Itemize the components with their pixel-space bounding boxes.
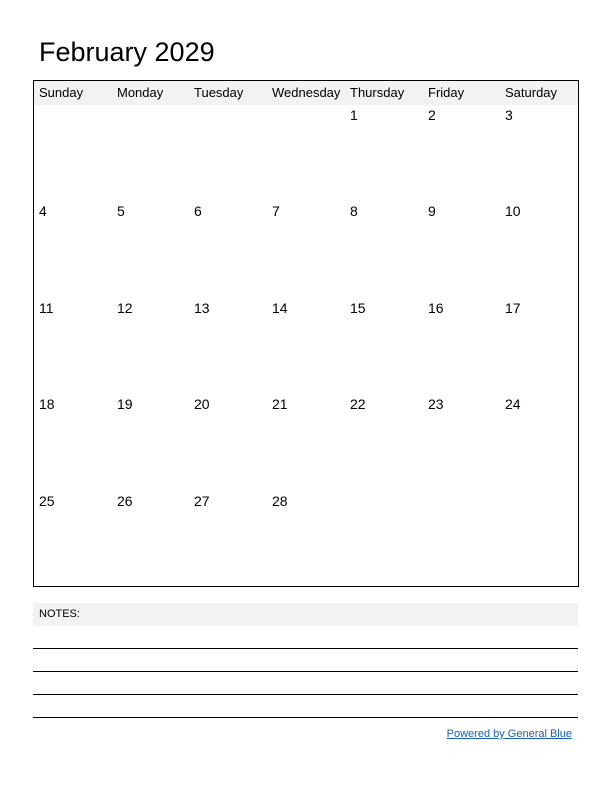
day-cell: 15: [350, 300, 366, 316]
day-cell: 8: [350, 203, 358, 219]
day-cell: 10: [505, 203, 521, 219]
page-title: February 2029: [39, 37, 215, 67]
day-cell: 2: [428, 107, 436, 123]
day-cell: 1: [350, 107, 358, 123]
weekday-tuesday: Tuesday: [194, 85, 244, 100]
day-cell: 12: [117, 300, 133, 316]
weekday-header-row: [34, 81, 578, 105]
day-cell: 13: [194, 300, 210, 316]
notes-line: [33, 694, 578, 695]
weekday-monday: Monday: [117, 85, 164, 100]
day-cell: 28: [272, 493, 288, 509]
day-cell: 19: [117, 396, 133, 412]
weekday-saturday: Saturday: [505, 85, 558, 100]
notes-header: [33, 603, 578, 626]
weekday-sunday: Sunday: [39, 85, 84, 100]
day-cell: 3: [505, 107, 513, 123]
notes-line: [33, 671, 578, 672]
day-cell: 9: [428, 203, 436, 219]
weekday-friday: Friday: [428, 85, 465, 100]
weekday-wednesday: Wednesday: [272, 85, 341, 100]
day-cell: 21: [272, 396, 288, 412]
day-cell: 14: [272, 300, 288, 316]
day-cell: 18: [39, 396, 55, 412]
day-cell: 11: [39, 300, 54, 316]
day-cell: 6: [194, 203, 202, 219]
day-cell: 16: [428, 300, 444, 316]
notes-label: NOTES:: [39, 608, 80, 620]
day-cell: 4: [39, 203, 47, 219]
weekday-thursday: Thursday: [350, 85, 405, 100]
day-cell: 7: [272, 203, 280, 219]
day-cell: 27: [194, 493, 210, 509]
day-cell: 26: [117, 493, 133, 509]
day-cell: 23: [428, 396, 444, 412]
calendar-grid: [33, 80, 579, 587]
day-cell: 20: [194, 396, 210, 412]
day-cell: 5: [117, 203, 125, 219]
day-cell: 24: [505, 396, 521, 412]
day-cell: 25: [39, 493, 55, 509]
notes-line: [33, 648, 578, 649]
day-cell: 17: [505, 300, 521, 316]
day-cell: 22: [350, 396, 366, 412]
powered-by-link[interactable]: Powered by General Blue: [446, 728, 572, 740]
notes-line: [33, 717, 578, 718]
